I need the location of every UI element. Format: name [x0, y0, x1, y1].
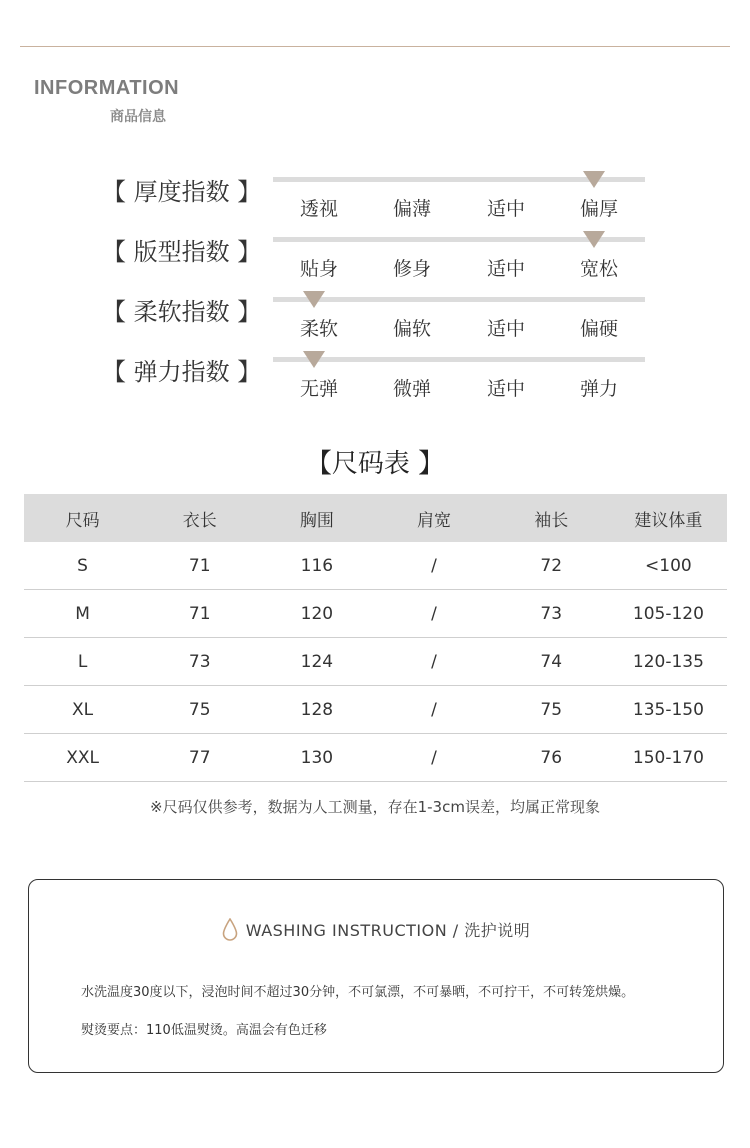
- table-cell: /: [375, 734, 492, 782]
- table-cell: 72: [493, 542, 610, 590]
- table-cell: 75: [141, 686, 258, 734]
- table-cell: 76: [493, 734, 610, 782]
- top-divider: [20, 46, 730, 47]
- section-subtitle: 商品信息: [110, 109, 166, 125]
- size-table: [24, 494, 727, 782]
- metric-label: 【 厚度指数 】: [102, 178, 262, 206]
- column-header: 建议体重: [610, 494, 727, 542]
- column-header: 肩宽: [375, 494, 492, 542]
- metric-option: 适中: [486, 378, 525, 400]
- table-cell: XL: [24, 686, 141, 734]
- table-cell: <100: [610, 542, 727, 590]
- table-cell: /: [375, 590, 492, 638]
- metric-label: 【 版型指数 】: [102, 238, 262, 266]
- metric-option: 透视: [299, 198, 338, 220]
- table-cell: 120: [258, 590, 375, 638]
- table-cell: /: [375, 638, 492, 686]
- table-row: [24, 686, 727, 734]
- size-disclaimer: ※尺码仅供参考，数据为人工测量，存在1-3cm误差，均属正常现象: [150, 798, 600, 816]
- table-cell: 74: [493, 638, 610, 686]
- table-cell: 71: [141, 590, 258, 638]
- metric-indicator-icon: [303, 351, 325, 368]
- metric-indicator-icon: [583, 171, 605, 188]
- metric-option: 修身: [392, 258, 431, 280]
- column-header: 衣长: [141, 494, 258, 542]
- washing-instructions-box: [28, 879, 724, 1073]
- metric-scale-bar: [273, 357, 645, 362]
- section-title: INFORMATION: [34, 77, 180, 99]
- table-cell: 128: [258, 686, 375, 734]
- table-cell: 116: [258, 542, 375, 590]
- metric-indicator-icon: [583, 231, 605, 248]
- ironing-instruction-line: 熨烫要点：110低温熨烫。高温会有色迁移: [81, 1023, 327, 1038]
- metric-label: 【 柔软指数 】: [102, 298, 262, 326]
- table-cell: 73: [493, 590, 610, 638]
- metric-row: [0, 357, 750, 417]
- table-cell: XXL: [24, 734, 141, 782]
- water-drop-icon: [222, 918, 238, 942]
- metric-row: [0, 237, 750, 297]
- table-cell: M: [24, 590, 141, 638]
- washing-instruction-line: 水洗温度30度以下，浸泡时间不超过30分钟，不可氯漂，不可暴晒，不可拧干，不可转笼烘燥。: [81, 985, 635, 1000]
- metric-row: [0, 297, 750, 357]
- metric-option: 弹力: [579, 378, 618, 400]
- metric-option: 适中: [486, 318, 525, 340]
- table-cell: 105-120: [610, 590, 727, 638]
- table-cell: 120-135: [610, 638, 727, 686]
- table-cell: 135-150: [610, 686, 727, 734]
- table-row: [24, 734, 727, 782]
- table-cell: 150-170: [610, 734, 727, 782]
- metric-option: 偏硬: [579, 318, 618, 340]
- washing-heading: [29, 918, 723, 942]
- table-cell: /: [375, 542, 492, 590]
- size-chart-title: 【尺码表 】: [305, 449, 445, 479]
- table-cell: 124: [258, 638, 375, 686]
- metric-label: 【 弹力指数 】: [102, 358, 262, 386]
- column-header: 袖长: [493, 494, 610, 542]
- metric-option: 贴身: [299, 258, 338, 280]
- table-cell: /: [375, 686, 492, 734]
- table-cell: 73: [141, 638, 258, 686]
- metric-option: 偏薄: [392, 198, 431, 220]
- metric-row: [0, 177, 750, 237]
- table-cell: 71: [141, 542, 258, 590]
- metric-option: 无弹: [299, 378, 338, 400]
- metric-option: 宽松: [579, 258, 618, 280]
- table-cell: 77: [141, 734, 258, 782]
- metric-option: 柔软: [299, 318, 338, 340]
- table-row: [24, 542, 727, 590]
- washing-heading-text: WASHING INSTRUCTION / 洗护说明: [245, 921, 531, 940]
- metric-scale-bar: [273, 297, 645, 302]
- table-header-row: [24, 494, 727, 542]
- table-cell: S: [24, 542, 141, 590]
- table-cell: 75: [493, 686, 610, 734]
- column-header: 胸围: [258, 494, 375, 542]
- metric-option: 适中: [486, 198, 525, 220]
- table-row: [24, 638, 727, 686]
- metric-option: 微弹: [392, 378, 431, 400]
- table-cell: L: [24, 638, 141, 686]
- table-row: [24, 590, 727, 638]
- metric-option: 适中: [486, 258, 525, 280]
- column-header: 尺码: [24, 494, 141, 542]
- metric-option: 偏软: [392, 318, 431, 340]
- table-cell: 130: [258, 734, 375, 782]
- metric-indicator-icon: [303, 291, 325, 308]
- metric-option: 偏厚: [579, 198, 618, 220]
